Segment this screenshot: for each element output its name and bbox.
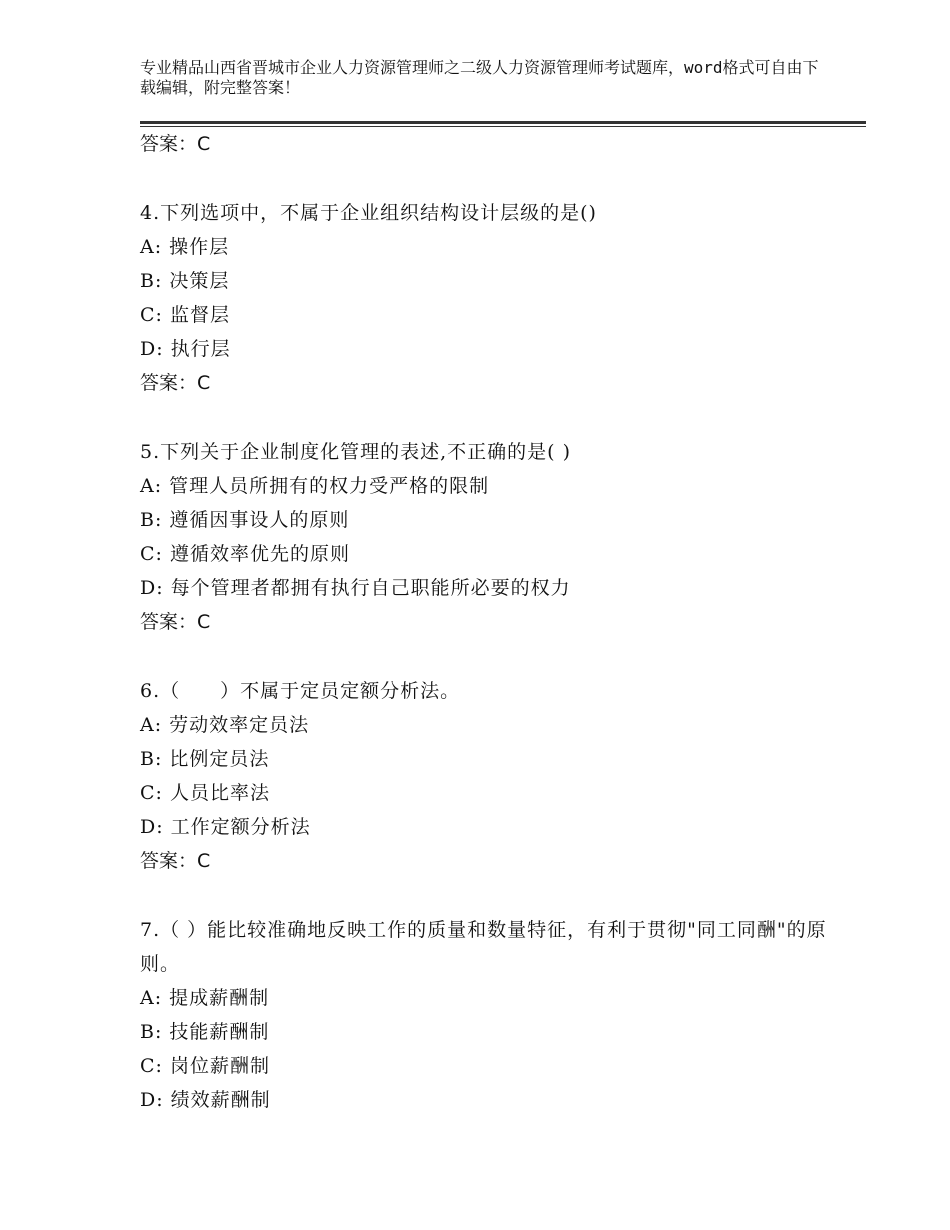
question-stem: 5.下列关于企业制度化管理的表述,不正确的是( ) <box>140 441 572 463</box>
option-d: D: 绩效薪酬制 <box>140 1089 271 1111</box>
header-rule-thick <box>140 121 866 124</box>
option-a: A: 管理人员所拥有的权力受严格的限制 <box>140 475 490 497</box>
option-b: B: 遵循因事设人的原则 <box>140 509 350 531</box>
question-list <box>140 127 840 1117</box>
previous-answer: 答案：C <box>140 133 211 155</box>
question-6 <box>140 674 840 878</box>
question-7 <box>140 913 840 1117</box>
question-5 <box>140 435 840 639</box>
question-stem: 7.（ ）能比较准确地反映工作的质量和数量特征，有利于贯彻"同工同酬"的原则。 <box>140 919 827 975</box>
question-4 <box>140 196 840 400</box>
answer: 答案：C <box>140 850 211 872</box>
option-a: A: 提成薪酬制 <box>140 987 270 1009</box>
option-d: D: 执行层 <box>140 338 231 360</box>
option-c: C: 人员比率法 <box>140 782 270 804</box>
option-d: D: 每个管理者都拥有执行自己职能所必要的权力 <box>140 577 571 599</box>
question-stem: 4.下列选项中，不属于企业组织结构设计层级的是() <box>140 202 597 224</box>
option-a: A: 操作层 <box>140 236 230 258</box>
question-stem: 6.（ ）不属于定员定额分析法。 <box>140 680 461 702</box>
option-b: B: 技能薪酬制 <box>140 1021 270 1043</box>
option-b: B: 决策层 <box>140 270 230 292</box>
option-a: A: 劳动效率定员法 <box>140 714 310 736</box>
option-d: D: 工作定额分析法 <box>140 816 311 838</box>
answer: 答案：C <box>140 611 211 633</box>
option-c: C: 监督层 <box>140 304 230 326</box>
option-c: C: 岗位薪酬制 <box>140 1055 270 1077</box>
option-c: C: 遵循效率优先的原则 <box>140 543 350 565</box>
option-b: B: 比例定员法 <box>140 748 270 770</box>
document-header: 专业精品山西省晋城市企业人力资源管理师之二级人力资源管理师考试题库，word格式可自由下载编辑，附完整答案！ <box>140 58 819 97</box>
answer: 答案：C <box>140 372 211 394</box>
